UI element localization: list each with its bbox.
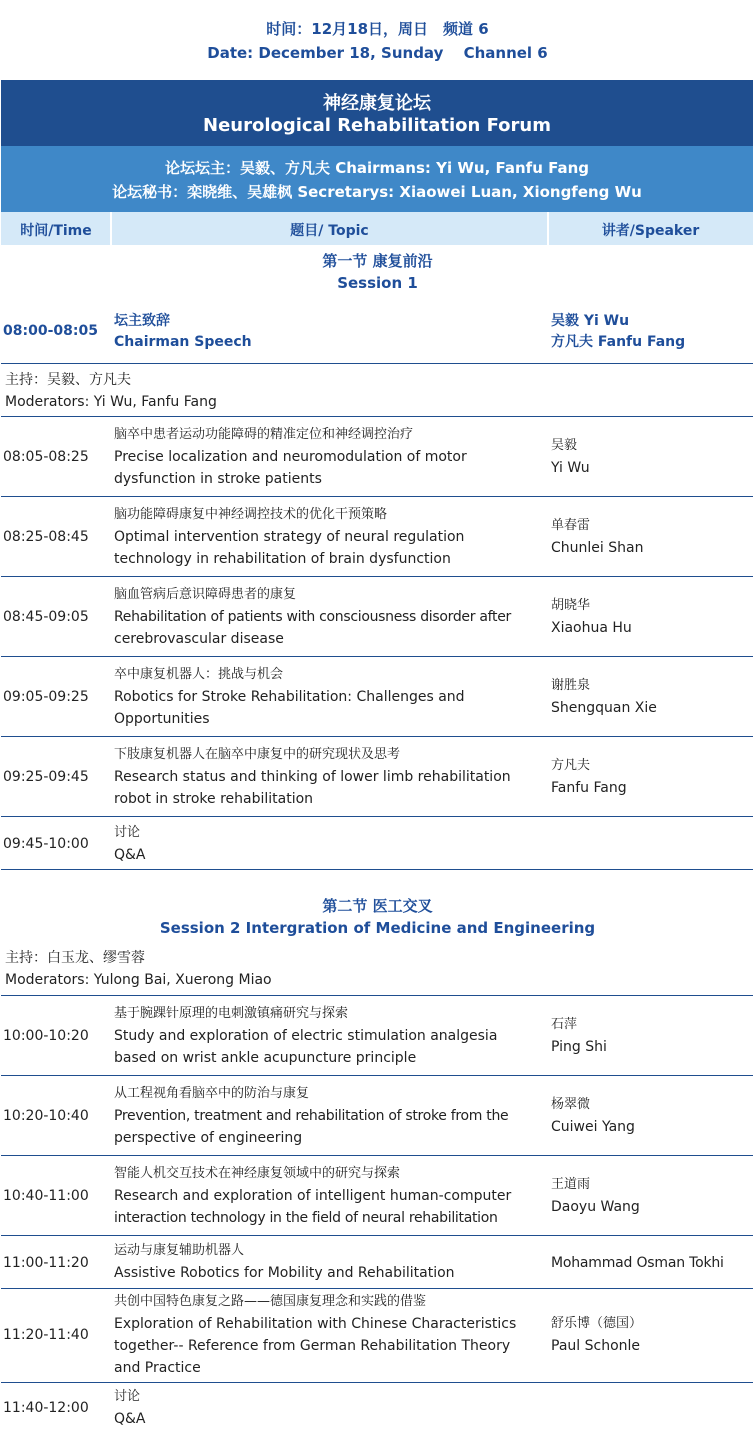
row-time: 09:25-09:45 — [3, 769, 89, 785]
moderator-cn: 主持：白玉龙、缪雪蓉 — [5, 950, 145, 966]
row-speaker-cn: 胡晓华 — [551, 598, 591, 613]
row-topic-en-1: Precise localization and neuromodulation of motor — [114, 449, 467, 465]
row-topic-en-1: Research status and thinking of lower limb rehabilitation — [114, 769, 511, 785]
row-topic-en-1: Optimal intervention strategy of neural regulation — [114, 529, 465, 545]
row-time: 10:20-10:40 — [3, 1108, 89, 1124]
row-topic-cn: 基于腕踝针原理的电刺激镇痛研究与探索 — [114, 1006, 349, 1021]
row-speaker-1: 吴毅 Yi Wu — [551, 313, 630, 329]
row-speaker-cn: 石萍 — [551, 1017, 578, 1032]
row-speaker-en: Daoyu Wang — [551, 1199, 640, 1215]
row-speaker-2: 方凡夫 Fanfu Fang — [551, 334, 686, 350]
row-speaker-en: Paul Schonle — [551, 1338, 641, 1354]
moderator-en: Moderators: Yulong Bai, Xuerong Miao — [5, 972, 272, 988]
forum-title-banner — [1, 80, 753, 146]
discussion-en: Q&A — [114, 847, 146, 863]
schedule-row — [1, 497, 753, 577]
row-topic-cn: 脑功能障碍康复中神经调控技术的优化干预策略 — [114, 507, 388, 522]
row-speaker-en: Xiaohua Hu — [551, 620, 632, 636]
schedule-row — [1, 657, 753, 737]
session1-title-cn: 第一节 康复前沿 — [322, 252, 433, 270]
row-topic-en-1: Robotics for Stroke Rehabilitation: Challenges and — [114, 689, 465, 705]
row-topic-en-2: cerebrovascular disease — [114, 631, 284, 647]
row-topic-cn: 坛主致辞 — [114, 313, 170, 329]
row-speaker-cn: 吴毅 — [551, 438, 578, 453]
row-topic-cn: 从工程视角看脑卒中的防治与康复 — [114, 1086, 310, 1101]
row-time: 09:45-10:00 — [3, 836, 89, 852]
row-topic-en-2: interaction technology in the field of neural rehabilitation — [114, 1210, 498, 1226]
row-speaker-en: Ping Shi — [551, 1039, 607, 1055]
schedule-row — [1, 577, 753, 657]
row-time: 08:05-08:25 — [3, 449, 89, 465]
row-topic-en-1: Study and exploration of electric stimulation analgesia — [114, 1028, 498, 1044]
row-speaker: Mohammad Osman Tokhi — [551, 1255, 724, 1271]
row-speaker-cn: 舒乐博（德国） — [551, 1316, 643, 1331]
row-topic-cn: 运动与康复辅助机器人 — [114, 1243, 245, 1258]
row-topic-en-2: based on wrist ankle acupuncture principle — [114, 1050, 417, 1066]
forum-chairs-banner — [1, 146, 753, 212]
discussion-cn: 讨论 — [114, 825, 141, 840]
row-topic-cn: 共创中国特色康复之路——德国康复理念和实践的借鉴 — [114, 1294, 427, 1309]
session2-title-en: Session 2 Intergration of Medicine and Engineering — [159, 919, 596, 937]
row-speaker-en: Chunlei Shan — [551, 540, 644, 556]
row-topic-cn: 脑卒中患者运动功能障碍的精准定位和神经调控治疗 — [114, 427, 414, 442]
row-topic-en-2: technology in rehabilitation of brain dysfunction — [114, 551, 451, 567]
row-speaker-cn: 谢胜泉 — [551, 678, 591, 693]
row-time: 09:05-09:25 — [3, 689, 89, 705]
row-topic-en-2: robot in stroke rehabilitation — [114, 791, 314, 807]
date-line-cn: 时间：12月18日，周日 频道 6 — [266, 20, 489, 38]
schedule-row — [1, 737, 753, 817]
row-time: 11:20-11:40 — [3, 1327, 89, 1343]
row-topic-en: Assistive Robotics for Mobility and Rehabilitation — [114, 1265, 455, 1281]
row-speaker-en: Cuiwei Yang — [551, 1119, 635, 1135]
discussion-en: Q&A — [114, 1411, 146, 1427]
row-time: 08:45-09:05 — [3, 609, 89, 625]
row-topic-en-2: dysfunction in stroke patients — [114, 471, 322, 487]
schedule-row — [1, 1156, 753, 1236]
forum-title-en: Neurological Rehabilitation Forum — [203, 115, 551, 136]
row-speaker-cn: 方凡夫 — [551, 758, 591, 773]
forum-chairmen: 论坛坛主：吴毅、方凡夫 Chairmans: Yi Wu, Fanfu Fang — [164, 159, 590, 177]
row-time: 10:40-11:00 — [3, 1188, 89, 1204]
date-line-en: Date: December 18, Sunday Channel 6 — [207, 44, 548, 62]
column-header-row — [1, 212, 753, 245]
row-speaker-en: Fanfu Fang — [551, 780, 627, 796]
row-speaker-cn: 王道雨 — [551, 1177, 591, 1192]
schedule-row — [1, 1236, 753, 1289]
row-topic-en-1: Rehabilitation of patients with consciousness disorder after — [114, 609, 511, 625]
row-topic-en-2: perspective of engineering — [114, 1130, 303, 1146]
row-time: 11:00-11:20 — [3, 1255, 89, 1271]
moderator-row-session2 — [1, 943, 753, 996]
row-speaker-en: Shengquan Xie — [551, 700, 657, 716]
row-topic-cn: 下肢康复机器人在脑卒中康复中的研究现状及思考 — [114, 747, 401, 762]
forum-title-cn: 神经康复论坛 — [323, 93, 431, 114]
row-speaker-en: Yi Wu — [551, 460, 590, 476]
schedule-row — [1, 417, 753, 497]
schedule-row — [1, 1289, 753, 1383]
moderator-cn: 主持：吴毅、方凡夫 — [5, 372, 131, 388]
row-topic-en-1: Research and exploration of intelligent human-computer — [114, 1188, 512, 1204]
row-topic-cn: 脑血管病后意识障碍患者的康复 — [114, 587, 297, 602]
row-topic-en-1: Prevention, treatment and rehabilitation of stroke from the — [114, 1108, 509, 1124]
session1-title-en: Session 1 — [337, 274, 418, 292]
row-topic-en: Chairman Speech — [114, 334, 252, 350]
row-topic-en-3: and Practice — [114, 1360, 201, 1376]
moderator-row-session1 — [1, 364, 753, 417]
row-time: 11:40-12:00 — [3, 1400, 89, 1416]
discussion-cn: 讨论 — [114, 1389, 141, 1404]
row-time: 10:00-10:20 — [3, 1028, 89, 1044]
column-header-time: 时间/Time — [20, 223, 92, 239]
discussion-row-session1 — [1, 817, 753, 870]
column-header-topic: 题目/ Topic — [290, 223, 369, 239]
session2-title-cn: 第二节 医工交叉 — [322, 897, 433, 915]
column-header-speaker: 讲者/Speaker — [601, 223, 700, 239]
moderator-en: Moderators: Yi Wu, Fanfu Fang — [5, 394, 217, 410]
forum-secretaries: 论坛秘书：栾晓维、吴雄枫 Secretarys: Xiaowei Luan, Xiongfeng Wu — [112, 183, 642, 201]
discussion-row-session2 — [1, 1383, 753, 1435]
row-topic-en-2: Opportunities — [114, 711, 210, 727]
schedule-row-opening — [1, 300, 753, 364]
row-time: 08:00-08:05 — [3, 323, 98, 339]
row-topic-en-2: together-- Reference from German Rehabilitation Theory — [114, 1338, 511, 1354]
row-topic-cn: 智能人机交互技术在神经康复领域中的研究与探索 — [114, 1166, 401, 1181]
row-speaker-cn: 杨翠微 — [551, 1097, 591, 1112]
row-topic-en-1: Exploration of Rehabilitation with Chinese Characteristics — [114, 1316, 517, 1332]
schedule-row — [1, 1076, 753, 1156]
row-speaker-cn: 单春雷 — [551, 518, 591, 533]
row-topic-cn: 卒中康复机器人：挑战与机会 — [114, 667, 284, 682]
schedule-row — [1, 996, 753, 1076]
row-time: 08:25-08:45 — [3, 529, 89, 545]
